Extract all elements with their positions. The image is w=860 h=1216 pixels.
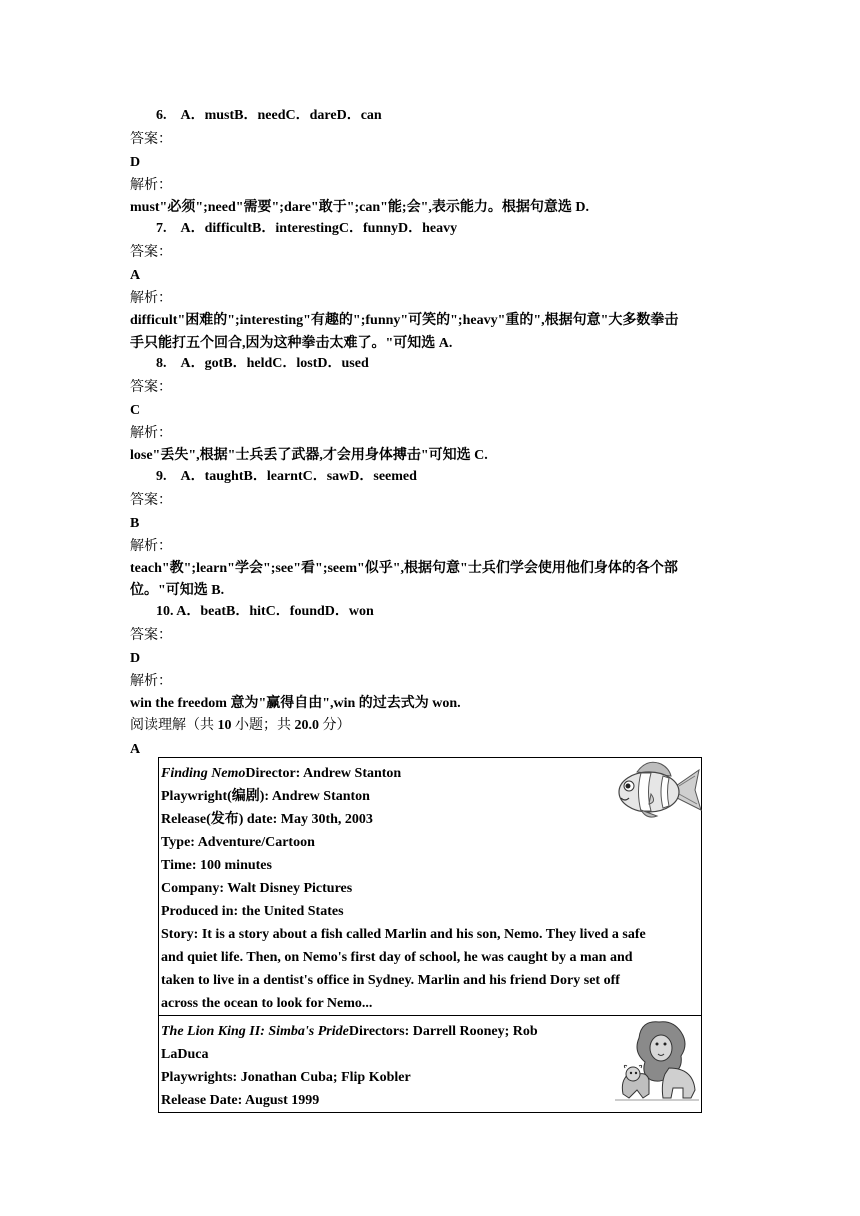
movie-directors: Directors: Darrell Rooney; Rob: [348, 1024, 538, 1039]
question-7-answer-label: 答案：: [130, 245, 172, 260]
section-title: [130, 716, 351, 736]
movie-story-line3: taken to live in a dentist's office in Sydney. Marlin and his friend Dory set off: [161, 973, 620, 988]
movie-story-line1: Story: It is a story about a fish called Marlin and his son, Nemo. They lived a safe: [161, 927, 646, 942]
section-title-suffix: 分）: [319, 718, 351, 733]
lion-king-cell: [159, 1016, 702, 1113]
movie-title: The Lion King II: Simba's Pride: [161, 1024, 349, 1039]
question-6-analysis: must"必须";need"需要";dare"敢于";can"能;会",表示能力。根据句意选 D.: [130, 200, 589, 215]
passage-label: A: [130, 742, 141, 757]
movie-release-date: Release Date: August 1999: [161, 1093, 320, 1108]
question-9-analysis-line2: 位。"可知选 B.: [130, 583, 225, 598]
question-6-answer-label: 答案：: [130, 132, 172, 147]
movie-time: Time: 100 minutes: [161, 858, 272, 873]
question-9-answer: B: [130, 516, 140, 531]
question-6-analysis-label: 解析：: [130, 178, 172, 193]
finding-nemo-cell: [159, 758, 702, 1016]
section-title-prefix: 阅读理解（共: [130, 718, 218, 733]
question-8-analysis: lose"丢失",根据"士兵丢了武器,才会用身体搏击"可知选 C.: [130, 448, 488, 463]
movie-story-line4: across the ocean to look for Nemo...: [161, 996, 373, 1011]
section-question-count: 10: [217, 718, 232, 733]
movie-title: Finding Nemo: [161, 766, 246, 781]
question-10-analysis-label: 解析：: [130, 674, 172, 689]
movie-produced-in: Produced in: the United States: [161, 904, 344, 919]
question-7-stem: 7. A．difficultB．interestingC．funnyD．heavy: [156, 221, 458, 236]
question-7-analysis-line2: 手只能打五个回合,因为这种拳击太难了。"可知选 A.: [130, 336, 453, 351]
question-6-answer: D: [130, 155, 141, 170]
question-9-analysis-label: 解析：: [130, 539, 172, 554]
question-8-answer-label: 答案：: [130, 380, 172, 395]
question-10-analysis: win the freedom 意为"赢得自由",win 的过去式为 won.: [130, 696, 461, 711]
movie-story-line2: and quiet life. Then, on Nemo's first day of school, he was caught by a man and: [161, 950, 633, 965]
question-7-answer: A: [130, 268, 141, 283]
movie-info-table: [158, 757, 702, 1113]
movie-release-date: Release(发布) date: May 30th, 2003: [161, 812, 373, 827]
question-9-stem: 9. A．taughtB．learntC．sawD．seemed: [156, 469, 417, 484]
question-7-analysis-line1: difficult"困难的";interesting"有趣的";funny"可笑的";heavy"重的",根据句意"大多数拳击: [130, 313, 679, 328]
movie-type: Type: Adventure/Cartoon: [161, 835, 315, 850]
question-10-stem: 10. A．beatB．hitC．foundD．won: [156, 604, 374, 619]
question-8-analysis-label: 解析：: [130, 426, 172, 441]
movie-company: Company: Walt Disney Pictures: [161, 881, 353, 896]
question-8-answer: C: [130, 403, 141, 418]
movie-playwrights: Playwrights: Jonathan Cuba; Flip Kobler: [161, 1070, 411, 1085]
question-10-answer-label: 答案：: [130, 628, 172, 643]
question-9-analysis-line1: teach"教";learn"学会";see"看";seem"似乎",根据句意"士兵们学会使用他们身体的各个部: [130, 561, 678, 576]
movie-directors-continued: LaDuca: [161, 1047, 209, 1062]
question-6-stem: 6. A．mustB．needC．dareD．can: [156, 108, 382, 123]
question-9-answer-label: 答案：: [130, 493, 172, 508]
clownfish-icon: [611, 758, 703, 824]
section-title-middle: 小题；共: [231, 718, 295, 733]
movie-playwright: Playwright(编剧): Andrew Stanton: [161, 789, 370, 804]
lion-king-heading: [161, 1020, 613, 1043]
lion-king-icon: [611, 1018, 701, 1102]
question-7-analysis-label: 解析：: [130, 291, 172, 306]
question-8-stem: 8. A．gotB．heldC．lostD．used: [156, 356, 369, 371]
section-score: 20.0: [294, 718, 319, 733]
movie-director: Director: Andrew Stanton: [245, 766, 402, 781]
question-10-answer: D: [130, 651, 141, 666]
